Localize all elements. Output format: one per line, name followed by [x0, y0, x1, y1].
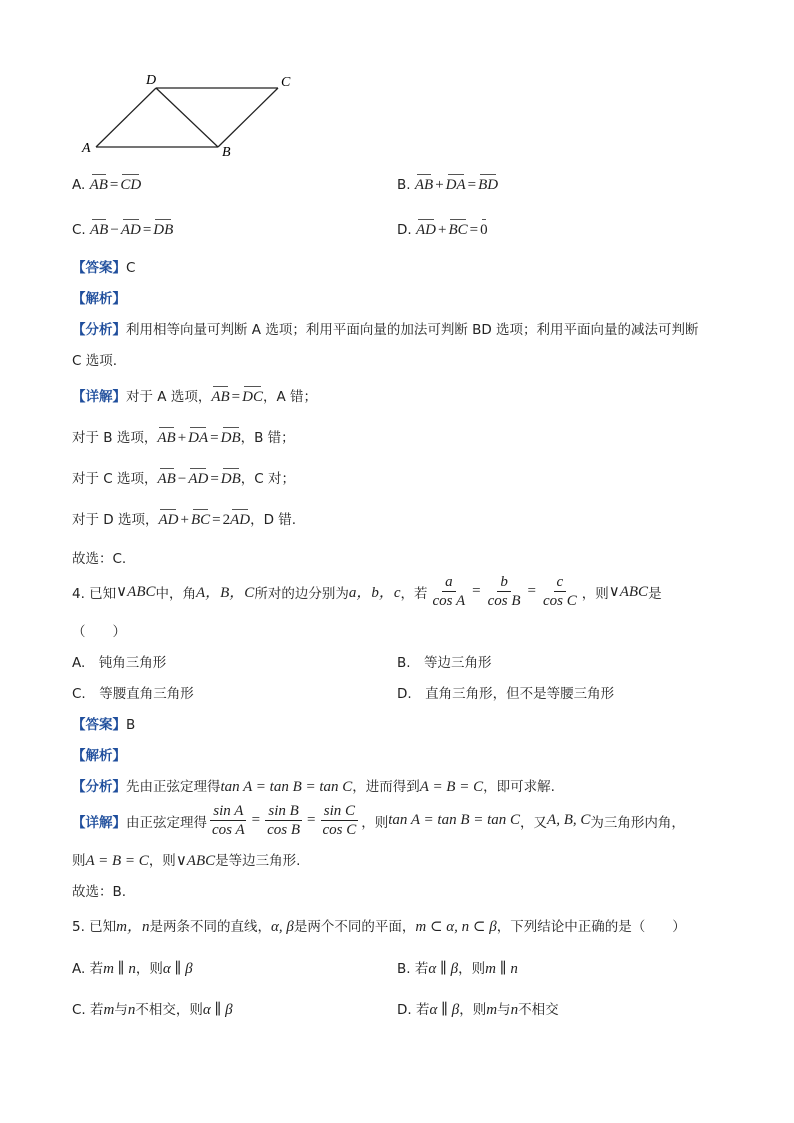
detail-text: 对于 D 选项，	[72, 512, 159, 528]
detail-text: 为三角形内角，	[590, 814, 685, 831]
vector-db: DB	[153, 217, 173, 239]
math: m ∥ n	[103, 961, 136, 977]
triangle-symbol: ∨ABC	[116, 584, 156, 600]
vector-dc: DC	[242, 384, 263, 406]
vector-bc: BC	[448, 217, 467, 239]
stem-text: 所对的边分别为	[254, 585, 349, 602]
denominator: cos C	[322, 822, 357, 838]
q3-option-d[interactable]: D. AD + BC = 0	[397, 217, 488, 239]
vector-da: DA	[446, 172, 466, 194]
denominator: cos A	[212, 822, 245, 838]
q4-option-c[interactable]: C. 等腰直角三角形	[72, 686, 194, 702]
answer-value: C	[126, 260, 136, 276]
option-text: 不相交	[518, 1002, 559, 1018]
vector-ab: AB	[90, 172, 108, 194]
angles-math: A，B，C	[195, 585, 255, 601]
vector-ad: AD	[158, 507, 178, 529]
option-letter: B.	[397, 177, 411, 193]
detail-text: ，A 错；	[262, 389, 317, 405]
detail-text: ，B 错；	[240, 430, 295, 446]
numerator: sin C	[321, 802, 358, 821]
option-text: A. 若	[72, 961, 104, 977]
vertex-label-a: A	[82, 141, 91, 156]
fenxi-tag: 【分析】	[72, 322, 126, 338]
q3-option-a[interactable]: A. AB = CD	[72, 172, 141, 194]
detail-text: 对于 C 选项，	[72, 471, 158, 487]
vertex-label-b: B	[222, 145, 231, 160]
detail-text: 是等边三角形.	[215, 853, 301, 869]
stem-text: 5. 已知	[72, 919, 117, 935]
q4-paren: （ ）	[72, 624, 126, 640]
detail-tag: 【详解】	[72, 389, 126, 405]
q4-choose: 故选：B.	[72, 884, 127, 900]
vector-ad: AD	[416, 217, 436, 239]
math: n	[510, 1002, 519, 1018]
fraction-c	[540, 573, 580, 610]
sides-math: a，b，c	[348, 585, 401, 601]
numerator: b	[497, 573, 511, 592]
option-text: D. 若	[397, 1002, 430, 1018]
angle-equality: A = B = C	[419, 779, 484, 795]
q4-answer	[72, 713, 135, 733]
vector-da: DA	[188, 425, 208, 447]
angle-equality: A = B = C	[85, 853, 149, 869]
zero-vector: 0	[480, 217, 488, 239]
vector-db: DB	[221, 466, 241, 488]
fenxi-text: ，即可求解.	[483, 779, 555, 795]
option-text: 与	[497, 1002, 511, 1018]
tan-equality: tan A = tan B = tan C	[220, 779, 353, 795]
q3-detail-b: 对于 B 选项，AB + DA = DB，B 错；	[72, 425, 295, 447]
option-text: C. 若	[72, 1002, 104, 1018]
fenxi-text: ，进而得到	[352, 779, 420, 795]
q4-fenxi	[72, 775, 555, 796]
vertex-label-c: C	[281, 75, 291, 90]
detail-tag: 【详解】	[72, 814, 126, 831]
q3-fenxi-line2: C 选项.	[72, 353, 118, 369]
q3-choose: 故选：C.	[72, 551, 127, 567]
lines-math: m，n	[116, 919, 150, 935]
detail-text: 由正弦定理得	[126, 814, 207, 831]
math: α ∥ β	[162, 961, 193, 977]
numerator: sin B	[265, 802, 301, 821]
fraction-b	[485, 573, 524, 610]
parallelogram-figure	[78, 70, 308, 160]
vector-ab: AB	[90, 217, 108, 239]
numerator: sin A	[210, 802, 246, 821]
q3-option-c[interactable]: C. AB − AD = DB	[72, 217, 173, 239]
vector-ab: AB	[415, 172, 433, 194]
fenxi-tag: 【分析】	[72, 779, 126, 795]
stem-text: ，则	[581, 585, 609, 602]
q5-option-a[interactable]	[72, 957, 193, 978]
vector-ab: AB	[157, 425, 175, 447]
q3-detail-a: 【详解】对于 A 选项，AB = DC，A 错；	[72, 384, 317, 406]
detail-text: ，又	[520, 814, 548, 831]
denominator: cos C	[543, 593, 577, 609]
stem-text: ，若	[400, 585, 428, 602]
answer-tag: 【答案】	[72, 260, 126, 276]
q3-answer	[72, 256, 135, 276]
math: n	[127, 1002, 136, 1018]
option-letter: A.	[72, 177, 86, 193]
numerator: a	[442, 573, 456, 592]
detail-text: 对于 B 选项，	[72, 430, 158, 446]
fraction-a	[430, 573, 469, 610]
option-text: 与	[114, 1002, 128, 1018]
math: m	[486, 1002, 498, 1018]
planes-math: α, β	[271, 919, 294, 935]
option-letter: D.	[397, 222, 412, 238]
q4-option-b[interactable]: B. 等边三角形	[397, 655, 492, 671]
q3-option-b[interactable]: B. AB + DA = BD	[397, 172, 498, 194]
detail-text: ，C 对；	[240, 471, 295, 487]
angles-math: A, B, C	[547, 812, 591, 828]
option-text: ，则	[458, 961, 486, 977]
q4-stem: 4. 已知 ∨ABC 中，角 A，B，C 所对的边分别为 a，b，c ，若 $\frac{a}{\text{cos A}}$ = $\frac{b}{\text{cos B}}$ = $\frac{c}{\text{cos C}}$ ，则 ∨ABC 是	[72, 574, 662, 609]
math: α ∥ β	[428, 961, 459, 977]
q4-jiexi: 【解析】	[72, 748, 126, 764]
answer-value: B	[126, 717, 136, 733]
vector-ad: AD	[188, 466, 208, 488]
q3-detail-d: 对于 D 选项，AD + BC = 2AD，D 错.	[72, 507, 296, 529]
math: α ∥ β	[202, 1002, 233, 1018]
stem-text: 中，角	[155, 585, 196, 602]
math: α ∥ β	[429, 1002, 460, 1018]
numerator: c	[554, 573, 567, 592]
stem-text: 是两条不同的直线，	[149, 919, 272, 935]
option-text: ，则	[459, 1002, 487, 1018]
vector-cd: CD	[120, 172, 141, 194]
vector-ab: AB	[211, 384, 229, 406]
q5-option-d[interactable]	[397, 998, 559, 1019]
option-text: ，则	[135, 961, 163, 977]
fenxi-text: 先由正弦定理得	[126, 779, 221, 795]
subset-condition: m ⊂ α, n ⊂ β	[415, 919, 497, 935]
q3-fenxi-line1	[72, 318, 699, 338]
q4-detail-line2	[72, 849, 300, 870]
detail-text: 则	[72, 853, 86, 869]
stem-text: ，下列结论中正确的是（ ）	[496, 919, 686, 935]
denominator: cos A	[432, 593, 466, 609]
q4-detail: 【详解】 由正弦定理得 $\frac{\text{sin A}}{\text{cos A}}$ = $\frac{\text{sin B}}{\text{cos B}}$ = $\frac{\text{sin C}}{\text{cos C}}$ ，则 tan A = tan B = tan C ，又 A, B, C 为三角形内角，	[72, 803, 685, 838]
detail-text: ，则	[361, 814, 389, 831]
stem-text: 4. 已知	[72, 585, 117, 602]
fraction-sinc-cosc	[320, 802, 360, 839]
q5-option-c[interactable]	[72, 998, 233, 1019]
vector-ad: AD	[230, 507, 250, 529]
vertex-label-d: D	[146, 73, 157, 88]
answer-tag: 【答案】	[72, 717, 126, 733]
detail-text: ，则	[148, 853, 176, 869]
vector-ad: AD	[121, 217, 141, 239]
fraction-sinb-cosb	[264, 802, 303, 839]
q5-stem	[72, 915, 686, 936]
math: m ∥ n	[485, 961, 518, 977]
detail-text: ，D 错.	[250, 512, 297, 528]
triangle-symbol: ∨ABC	[175, 853, 216, 869]
q4-option-a[interactable]: A. 钝角三角形	[72, 655, 167, 671]
vector-ab: AB	[158, 466, 176, 488]
detail-text: 对于 A 选项，	[126, 389, 212, 405]
vector-bc: BC	[191, 507, 210, 529]
option-text: 不相交，则	[135, 1002, 203, 1018]
stem-text: 是两个不同的平面，	[293, 919, 416, 935]
fenxi-text: 利用相等向量可判断 A 选项；利用平面向量的加法可判断 BD 选项；利用平面向量的减法可判断	[126, 322, 699, 338]
tan-equality: tan A = tan B = tan C	[388, 812, 521, 828]
q5-option-b[interactable]	[397, 957, 518, 978]
vector-db: DB	[221, 425, 241, 447]
stem-text: 是	[648, 585, 662, 602]
denominator: cos B	[487, 593, 521, 609]
coefficient: 2	[222, 512, 231, 528]
q4-option-d[interactable]: D. 直角三角形，但不是等腰三角形	[397, 686, 615, 702]
denominator: cos B	[267, 822, 301, 838]
option-text: B. 若	[397, 961, 429, 977]
q3-detail-c: 对于 C 选项，AB − AD = DB，C 对；	[72, 466, 295, 488]
q3-jiexi: 【解析】	[72, 291, 126, 307]
fraction-sina-cosa	[209, 802, 248, 839]
math: m	[103, 1002, 115, 1018]
vector-bd: BD	[478, 172, 498, 194]
option-letter: C.	[72, 222, 86, 238]
triangle-symbol: ∨ABC	[608, 584, 649, 600]
